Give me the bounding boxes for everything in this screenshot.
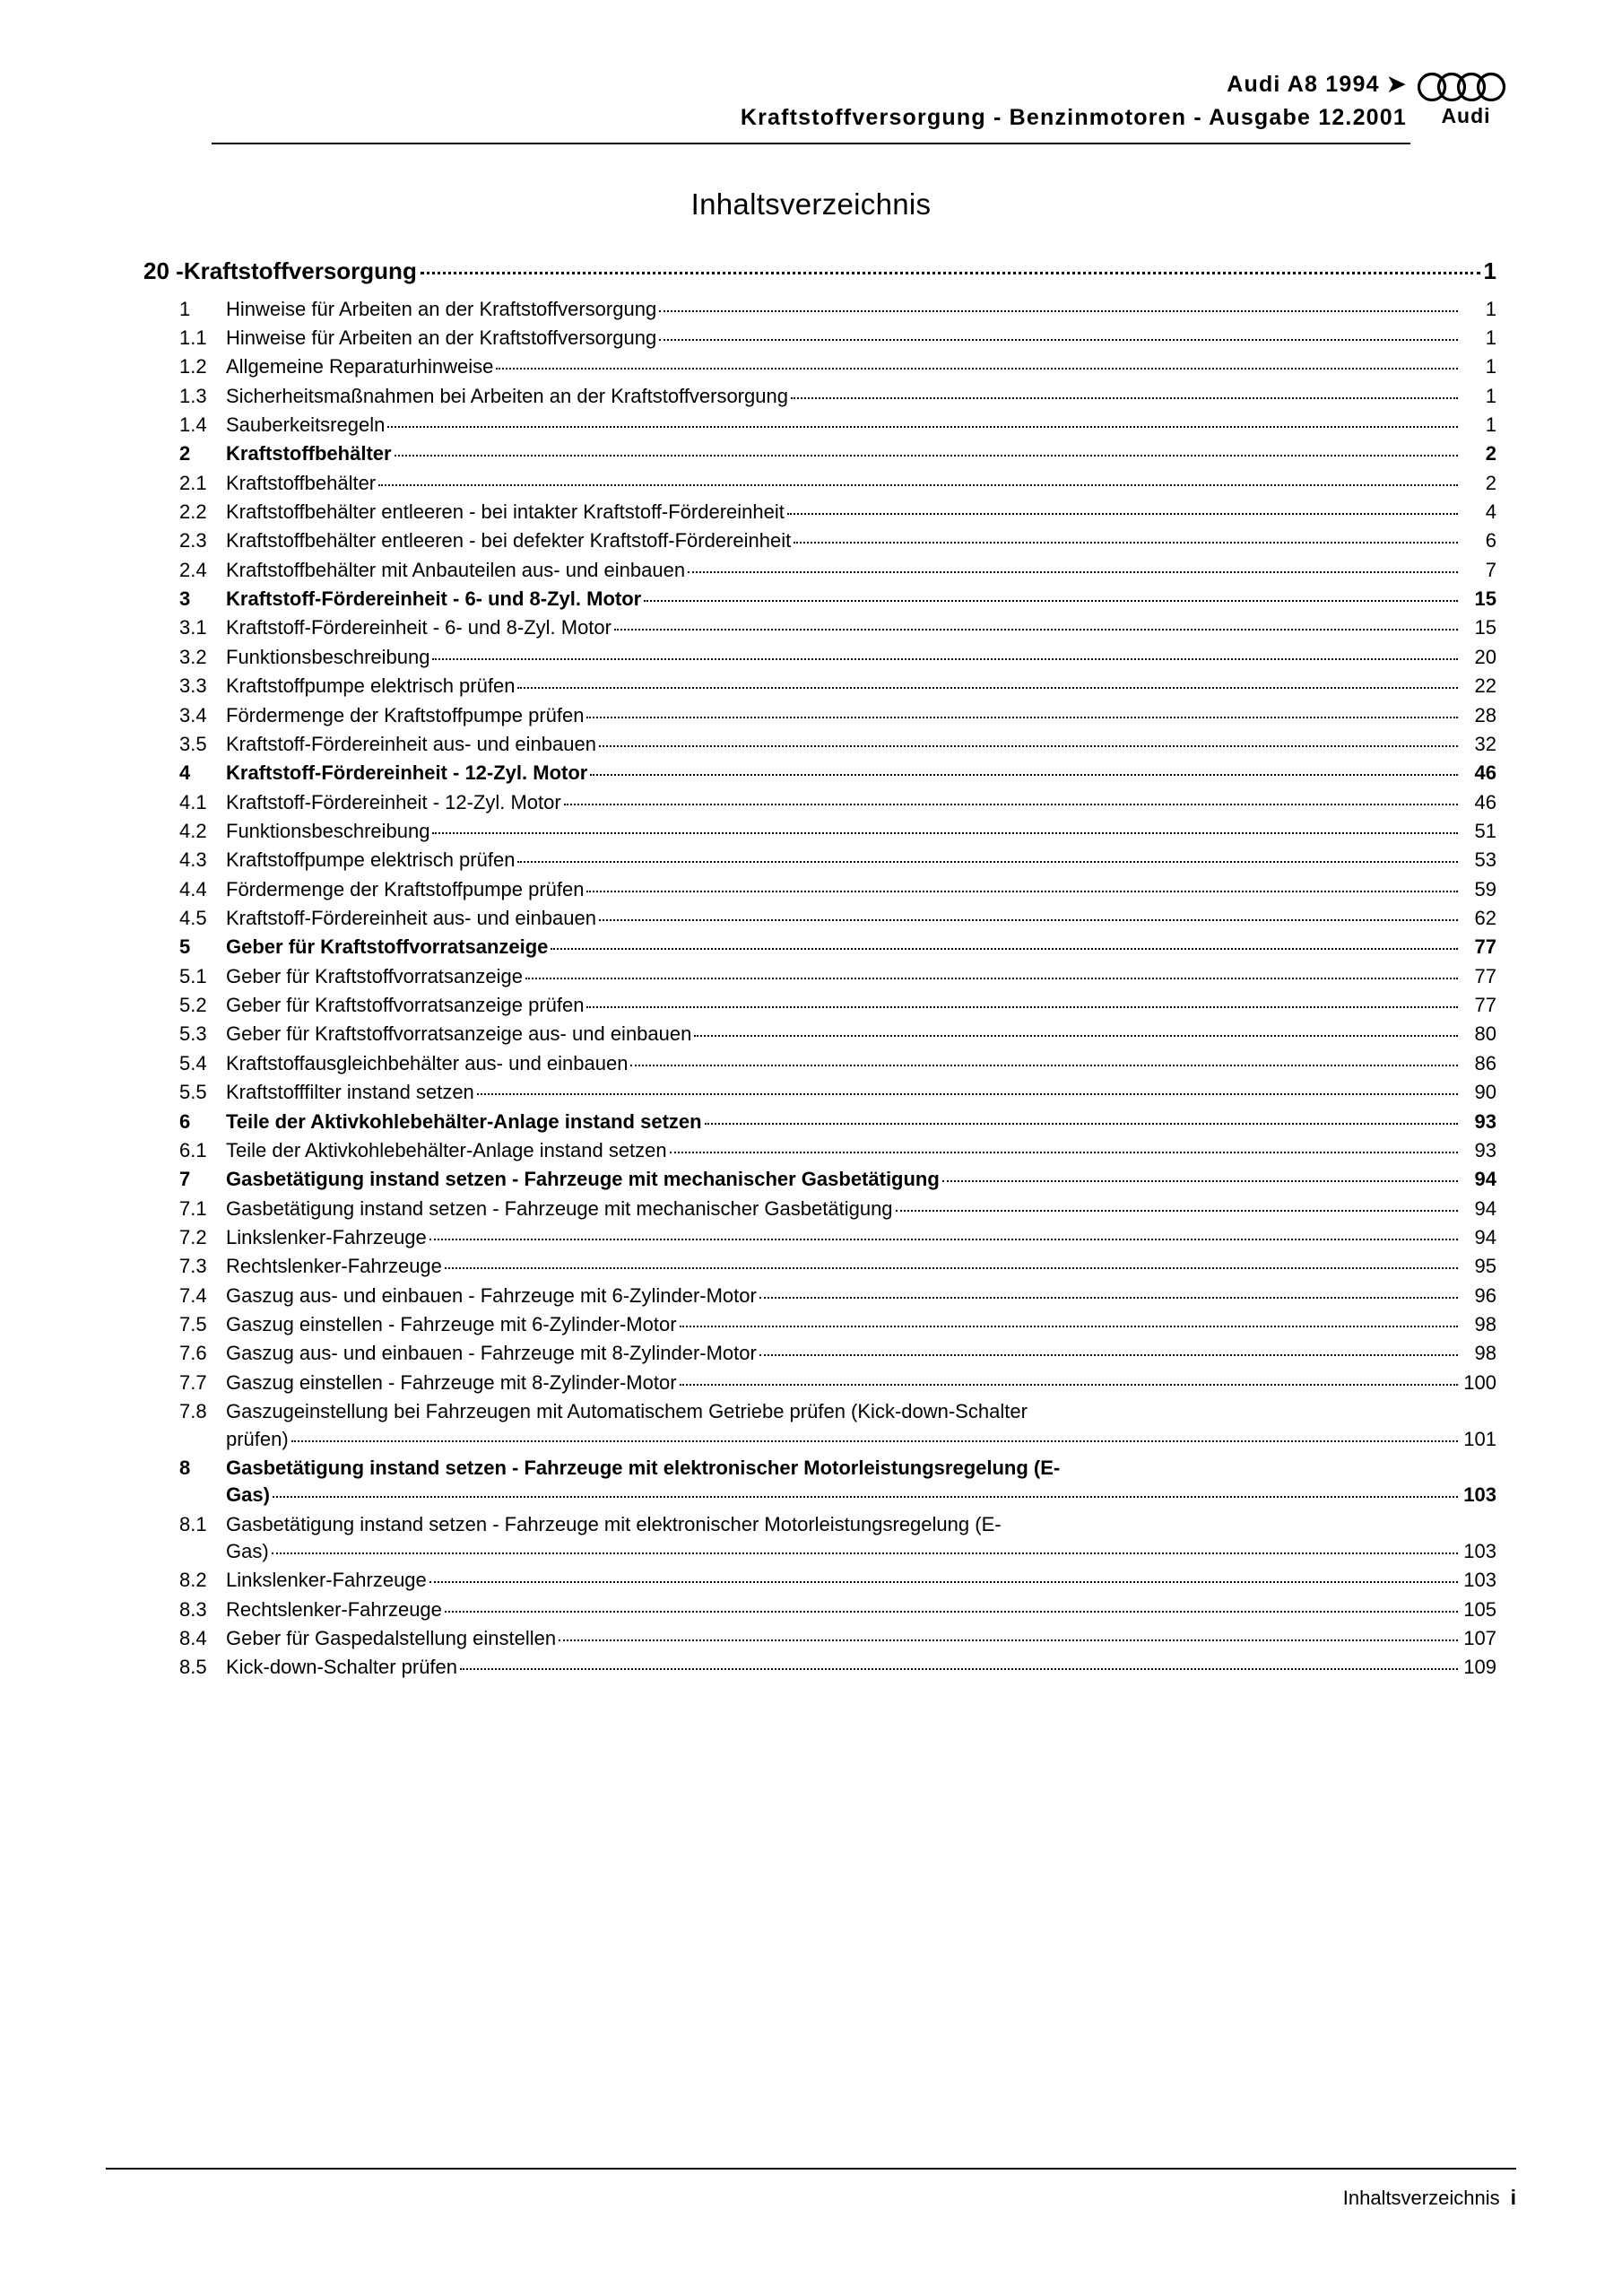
toc-entry-title: Kraftstoffbehälter entleeren - bei defekter Kraftstoff-Fördereinheit — [226, 529, 792, 552]
toc-entry-page: 51 — [1474, 819, 1496, 842]
toc-entry[interactable] — [143, 1196, 1496, 1222]
toc-entry-page: 105 — [1463, 1597, 1496, 1621]
toc-entry[interactable] — [143, 1166, 1496, 1193]
toc-entry[interactable] — [143, 1079, 1496, 1106]
toc-entry[interactable] — [143, 1654, 1496, 1681]
toc-entry-title: Hinweise für Arbeiten an der Kraftstoffversorgung — [226, 297, 657, 320]
toc-entry[interactable] — [143, 325, 1496, 352]
toc-entry-number: 7 — [179, 1168, 191, 1191]
toc-entry-page: 62 — [1474, 907, 1496, 930]
toc-entry[interactable] — [143, 934, 1496, 961]
dot-leader — [787, 513, 1458, 515]
toc-entry-number: 3 — [179, 587, 191, 611]
toc-entry-page: 103 — [1463, 1569, 1496, 1592]
toc-entry-number: 2.1 — [179, 471, 207, 494]
footer-label: Inhaltsverzeichnis — [1342, 2187, 1500, 2209]
toc-entry[interactable] — [143, 586, 1496, 613]
toc-entry-page: 22 — [1474, 674, 1496, 698]
dot-leader — [586, 891, 1458, 892]
dot-leader — [896, 1210, 1458, 1212]
toc-entry-title: Kraftstoff-Fördereinheit - 12-Zyl. Motor — [226, 761, 588, 785]
dot-leader — [659, 339, 1458, 341]
toc-entry-title-cont: Gas) — [226, 1539, 269, 1562]
toc-entry-number: 7.5 — [179, 1313, 207, 1336]
toc-entry-page: 28 — [1474, 703, 1496, 726]
toc-entry-number: 4 — [179, 761, 191, 785]
toc-entry-title: Kraftstoff-Fördereinheit - 6- und 8-Zyl. Motor — [226, 616, 612, 639]
toc-entry-title: Gaszug einstellen - Fahrzeuge mit 6-Zylinder-Motor — [226, 1313, 677, 1336]
toc-entry-title: Gasbetätigung instand setzen - Fahrzeuge mit elektronischer Motorleistungsregelung (E- — [226, 1512, 1002, 1535]
toc-entry-page: 93 — [1474, 1109, 1496, 1133]
toc-entry-title: Geber für Gaspedalstellung einstellen — [226, 1627, 557, 1650]
toc-entry-number: 7.2 — [179, 1226, 207, 1248]
toc-entry[interactable] — [143, 644, 1496, 671]
toc-entry[interactable] — [143, 992, 1496, 1019]
toc-entry-number: 4.5 — [179, 907, 207, 930]
toc-entry-number: 3.1 — [179, 616, 207, 639]
dot-leader — [517, 687, 1458, 689]
toc-entry-title: Geber für Kraftstoffvorratsanzeige — [226, 935, 549, 959]
dot-leader — [759, 1297, 1458, 1299]
dot-leader — [445, 1267, 1458, 1269]
toc-entry-page: 101 — [1463, 1427, 1496, 1450]
dot-leader — [445, 1611, 1458, 1613]
toc-entry-title: Kraftstoffbehälter — [226, 442, 392, 465]
dot-leader — [659, 310, 1458, 312]
toc-entry-page: 94 — [1474, 1168, 1496, 1191]
toc-entry-number: 8.1 — [179, 1512, 207, 1535]
toc-entry-number: 7.8 — [179, 1400, 207, 1423]
toc-entry-number: 8.3 — [179, 1597, 207, 1621]
toc-entry-page: 86 — [1474, 1051, 1496, 1074]
toc-entry-number: 3.2 — [179, 645, 207, 668]
dot-leader — [794, 542, 1458, 544]
toc-entry-page: 94 — [1474, 1196, 1496, 1220]
toc-entry-page: 80 — [1474, 1022, 1496, 1046]
dot-leader — [599, 919, 1458, 921]
toc-entry-page: 2 — [1485, 471, 1496, 494]
dot-leader — [517, 861, 1458, 863]
toc-entry-number: 5.5 — [179, 1081, 207, 1104]
toc-entry-number: 2.3 — [179, 529, 207, 552]
toc-entry-number: 1.3 — [179, 384, 207, 407]
toc-entry-page: 46 — [1474, 761, 1496, 785]
toc-entry[interactable] — [143, 499, 1496, 526]
toc-entry-title: Geber für Kraftstoffvorratsanzeige — [226, 964, 523, 987]
toc-entry[interactable] — [143, 1398, 1496, 1453]
toc-entry[interactable] — [143, 296, 1496, 323]
toc-entry-page: 59 — [1474, 877, 1496, 900]
toc-entry-title: Kraftstofffilter instand setzen — [226, 1081, 474, 1104]
page-footer — [106, 2168, 1516, 2210]
toc-entry[interactable] — [143, 383, 1496, 410]
toc-entry-number: 8.5 — [179, 1656, 207, 1679]
toc-entry-page: 77 — [1474, 964, 1496, 987]
toc-entry[interactable] — [143, 847, 1496, 874]
toc-entry-number: 2.4 — [179, 558, 207, 581]
dot-leader — [273, 1496, 1458, 1498]
header-model-line: Audi A8 1994 ➤ — [1227, 72, 1407, 97]
dot-leader — [680, 1326, 1458, 1327]
toc-entry-title: Gaszug einstellen - Fahrzeuge mit 8-Zylinder-Motor — [226, 1370, 677, 1394]
toc-entry[interactable] — [143, 614, 1496, 641]
dot-leader — [630, 1065, 1458, 1066]
dot-leader — [559, 1639, 1458, 1641]
toc-entry-page: 15 — [1474, 616, 1496, 639]
toc-entry-title: Hinweise für Arbeiten an der Kraftstoffversorgung — [226, 326, 657, 349]
toc-entry-number: 3.4 — [179, 703, 207, 726]
toc-entry-page: 32 — [1474, 732, 1496, 755]
toc-chapter-number: 20 - — [143, 257, 184, 284]
toc-entry-number: 5 — [179, 935, 191, 959]
toc-entry-page: 93 — [1474, 1138, 1496, 1161]
toc-entry[interactable] — [143, 1224, 1496, 1251]
dot-leader — [378, 484, 1458, 486]
toc-entry[interactable] — [143, 470, 1496, 497]
toc-entry-title: Kraftstoff-Fördereinheit aus- und einbauen — [226, 907, 596, 930]
toc-entry-title: Fördermenge der Kraftstoffpumpe prüfen — [226, 703, 585, 726]
toc-entry-number: 1.1 — [179, 326, 207, 349]
dot-leader — [551, 948, 1458, 950]
toc-entry-title: Gaszug aus- und einbauen - Fahrzeuge mit 6-Zylinder-Motor — [226, 1283, 757, 1307]
toc-entry-title: Rechtslenker-Fahrzeuge — [226, 1255, 442, 1278]
toc-entry[interactable] — [143, 1253, 1496, 1280]
toc-entry-page: 77 — [1474, 935, 1496, 959]
toc-entry-number: 4.1 — [179, 790, 207, 813]
toc-entry-title: Kraftstoffausgleichbehälter aus- und einbauen — [226, 1051, 629, 1074]
dot-leader — [614, 629, 1458, 631]
toc-entry-page: 100 — [1463, 1370, 1496, 1394]
toc-entry-title-cont: prüfen) — [226, 1427, 289, 1450]
dot-leader — [670, 1152, 1458, 1153]
dot-leader — [429, 1581, 1458, 1583]
toc-entry-title: Kraftstoff-Fördereinheit aus- und einbauen — [226, 732, 596, 755]
toc-entry[interactable] — [143, 789, 1496, 816]
dot-leader — [496, 368, 1458, 370]
toc-entry-title: Gaszug aus- und einbauen - Fahrzeuge mit 8-Zylinder-Motor — [226, 1342, 757, 1365]
toc-entry[interactable] — [143, 1050, 1496, 1077]
dot-leader — [688, 571, 1458, 573]
dot-leader — [460, 1668, 1458, 1670]
toc-entry-number: 2.2 — [179, 500, 207, 524]
toc-entry[interactable] — [143, 353, 1496, 380]
toc-entry-number: 7.4 — [179, 1283, 207, 1307]
toc-entry-page: 46 — [1474, 790, 1496, 813]
toc-entry-title: Geber für Kraftstoffvorratsanzeige prüfen — [226, 994, 585, 1017]
toc-entry-title: Sicherheitsmaßnahmen bei Arbeiten an der Kraftstoffversorgung — [226, 384, 788, 407]
toc-entry-number: 1 — [179, 297, 191, 320]
toc-entry[interactable] — [143, 1137, 1496, 1164]
page-title: Inhaltsverzeichnis — [690, 187, 932, 221]
toc-entry-title: Teile der Aktivkohlebehälter-Anlage instand setzen — [226, 1109, 702, 1133]
toc-entry-page: 90 — [1474, 1081, 1496, 1104]
toc-entry[interactable] — [143, 905, 1496, 932]
dot-leader — [590, 774, 1458, 776]
toc-entry-title: Kraftstoffbehälter — [226, 471, 377, 494]
toc-entry[interactable] — [143, 673, 1496, 700]
dot-leader — [791, 397, 1458, 399]
dot-leader — [942, 1180, 1458, 1182]
dot-leader — [387, 426, 1458, 428]
footer-text-block — [106, 2186, 1516, 2210]
dot-leader — [525, 978, 1458, 979]
dot-leader — [477, 1093, 1458, 1095]
toc-entry-number: 1.4 — [179, 413, 207, 436]
audi-logo — [1416, 72, 1516, 128]
toc-entry-title: Kraftstoffbehälter mit Anbauteilen aus- und einbauen — [226, 558, 686, 581]
toc-entry-number: 7.7 — [179, 1370, 207, 1394]
toc-entry-title: Kraftstoffpumpe elektrisch prüfen — [226, 674, 516, 698]
dot-leader — [586, 1006, 1458, 1008]
toc-entry-number: 7.3 — [179, 1255, 207, 1278]
toc-entry-list — [143, 296, 1496, 1682]
toc-entry-number: 3.5 — [179, 732, 207, 755]
toc-entry-page: 107 — [1463, 1627, 1496, 1650]
toc-entry[interactable] — [143, 1021, 1496, 1048]
toc-entry-page: 95 — [1474, 1255, 1496, 1278]
dot-leader — [429, 1239, 1458, 1240]
dot-leader — [644, 600, 1458, 602]
toc-entry[interactable] — [143, 1567, 1496, 1594]
toc-chapter-label: Kraftstoffversorgung — [183, 257, 417, 284]
toc-entry-page: 1 — [1485, 297, 1496, 320]
table-of-contents — [143, 257, 1496, 1682]
toc-entry-page: 1 — [1485, 326, 1496, 349]
toc-entry-number: 5.1 — [179, 964, 207, 987]
toc-entry-number: 4.4 — [179, 877, 207, 900]
footer-divider — [106, 2168, 1516, 2170]
toc-entry-page: 94 — [1474, 1226, 1496, 1248]
toc-entry-number: 3.3 — [179, 674, 207, 698]
toc-entry-number: 7.1 — [179, 1196, 207, 1220]
audi-rings-icon — [1416, 72, 1516, 102]
toc-chapter-page: 1 — [1483, 257, 1496, 284]
header-divider — [212, 143, 1410, 144]
toc-entry-title: Rechtslenker-Fahrzeuge — [226, 1597, 442, 1621]
dot-leader — [291, 1440, 1458, 1442]
toc-entry-page: 98 — [1474, 1313, 1496, 1336]
toc-entry-title: Fördermenge der Kraftstoffpumpe prüfen — [226, 877, 585, 900]
header-title-block — [106, 70, 1516, 134]
toc-entry[interactable] — [143, 876, 1496, 903]
dot-leader — [599, 745, 1458, 747]
toc-entry-title: Kick-down-Schalter prüfen — [226, 1656, 458, 1679]
toc-entry-page: 20 — [1474, 645, 1496, 668]
toc-entry-number: 4.3 — [179, 848, 207, 872]
dot-leader — [432, 658, 1458, 660]
dot-leader — [759, 1354, 1458, 1356]
dot-leader — [272, 1552, 1458, 1554]
toc-entry[interactable] — [143, 1596, 1496, 1623]
toc-entry-page: 109 — [1463, 1656, 1496, 1679]
toc-entry-title: Linkslenker-Fahrzeuge — [226, 1226, 427, 1248]
toc-entry-title: Sauberkeitsregeln — [226, 413, 386, 436]
toc-entry-page: 6 — [1485, 529, 1496, 552]
toc-entry-title: Allgemeine Reparaturhinweise — [226, 355, 494, 378]
toc-entry-number: 8 — [179, 1456, 191, 1479]
toc-entry[interactable] — [143, 1283, 1496, 1309]
dot-leader — [421, 272, 1480, 274]
toc-entry[interactable] — [143, 963, 1496, 990]
toc-entry-number: 5.2 — [179, 994, 207, 1017]
toc-entry[interactable] — [143, 440, 1496, 467]
toc-entry-title: Funktionsbeschreibung — [226, 645, 430, 668]
toc-entry[interactable] — [143, 702, 1496, 729]
toc-entry[interactable] — [143, 1511, 1496, 1566]
toc-entry-page: 98 — [1474, 1342, 1496, 1365]
toc-entry-title: Geber für Kraftstoffvorratsanzeige aus- und einbauen — [226, 1022, 692, 1046]
toc-entry-title: Gaszugeinstellung bei Fahrzeugen mit Automatischem Getriebe prüfen (Kick-down-Schalter — [226, 1400, 1028, 1423]
page-header — [0, 0, 1622, 144]
toc-entry-number: 6 — [179, 1109, 191, 1133]
toc-entry-title: Kraftstoff-Fördereinheit - 6- und 8-Zyl. Motor — [226, 587, 642, 611]
toc-entry[interactable] — [143, 1109, 1496, 1135]
toc-entry-page: 15 — [1474, 587, 1496, 611]
toc-entry-title: Gasbetätigung instand setzen - Fahrzeuge mit mechanischer Gasbetätigung — [226, 1168, 940, 1191]
toc-entry-number: 5.3 — [179, 1022, 207, 1046]
toc-entry-page: 1 — [1485, 355, 1496, 378]
toc-entry-number: 8.4 — [179, 1627, 207, 1650]
toc-entry-title: Gasbetätigung instand setzen - Fahrzeuge mit elektronischer Motorleistungsregelung (E- — [226, 1456, 1061, 1479]
toc-entry[interactable] — [143, 818, 1496, 845]
dot-leader — [705, 1123, 1458, 1125]
dot-leader — [432, 832, 1458, 834]
toc-entry-title: Linkslenker-Fahrzeuge — [226, 1569, 427, 1592]
dot-leader — [694, 1035, 1458, 1037]
toc-entry-page: 103 — [1463, 1483, 1496, 1507]
toc-entry[interactable] — [143, 1340, 1496, 1367]
dot-leader — [586, 717, 1458, 718]
toc-entry-title: Kraftstoff-Fördereinheit - 12-Zyl. Motor — [226, 790, 561, 813]
toc-entry-title: Teile der Aktivkohlebehälter-Anlage instand setzen — [226, 1138, 667, 1161]
toc-entry[interactable] — [143, 760, 1496, 787]
header-subject-line: Kraftstoffversorgung - Benzinmotoren - Ausgabe 12.2001 — [740, 104, 1407, 130]
toc-entry[interactable] — [143, 731, 1496, 758]
toc-entry[interactable] — [143, 412, 1496, 439]
dot-leader — [680, 1384, 1458, 1386]
toc-entry-page: 7 — [1485, 558, 1496, 581]
toc-entry-title: Kraftstoffbehälter entleeren - bei intakter Kraftstoff-Fördereinheit — [226, 500, 785, 524]
toc-entry-title-cont: Gas) — [226, 1483, 270, 1507]
toc-entry-page: 1 — [1485, 413, 1496, 436]
toc-entry-title: Kraftstoffpumpe elektrisch prüfen — [226, 848, 516, 872]
toc-entry[interactable] — [143, 557, 1496, 584]
toc-entry-title: Gasbetätigung instand setzen - Fahrzeuge mit mechanischer Gasbetätigung — [226, 1196, 893, 1220]
toc-entry[interactable] — [143, 527, 1496, 554]
toc-chapter-row[interactable] — [143, 257, 1496, 285]
toc-entry-number: 6.1 — [179, 1138, 207, 1161]
audi-wordmark: Audi — [1441, 104, 1491, 127]
toc-entry-number: 2 — [179, 442, 191, 465]
toc-entry-title: Funktionsbeschreibung — [226, 819, 430, 842]
toc-entry-number: 4.2 — [179, 819, 207, 842]
toc-entry[interactable] — [143, 1311, 1496, 1338]
toc-entry-number: 5.4 — [179, 1051, 207, 1074]
toc-entry-number: 7.6 — [179, 1342, 207, 1365]
toc-entry-page: 103 — [1463, 1539, 1496, 1562]
toc-entry-number: 1.2 — [179, 355, 207, 378]
toc-entry-page: 2 — [1485, 442, 1496, 465]
toc-entry-page: 77 — [1474, 994, 1496, 1017]
footer-page-number: i — [1510, 2186, 1516, 2209]
toc-entry-number: 8.2 — [179, 1569, 207, 1592]
toc-entry[interactable] — [143, 1370, 1496, 1396]
toc-entry-page: 53 — [1474, 848, 1496, 872]
toc-entry[interactable] — [143, 1625, 1496, 1652]
toc-entry[interactable] — [143, 1455, 1496, 1509]
toc-entry-page: 4 — [1485, 500, 1496, 524]
dot-leader — [564, 804, 1458, 805]
toc-entry-page: 1 — [1485, 384, 1496, 407]
dot-leader — [395, 455, 1458, 457]
toc-entry-page: 96 — [1474, 1283, 1496, 1307]
